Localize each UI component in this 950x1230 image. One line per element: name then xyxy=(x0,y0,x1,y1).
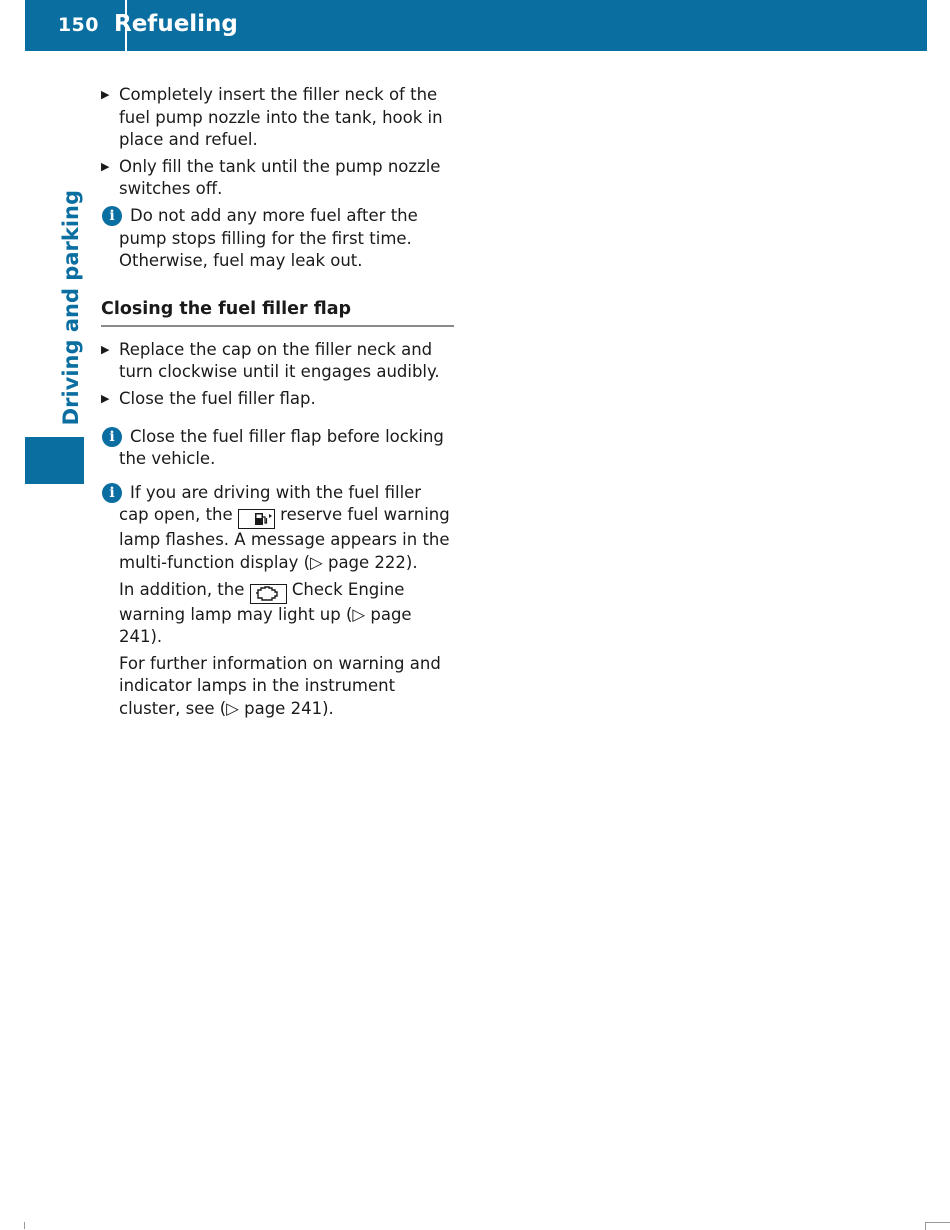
info-note xyxy=(101,482,454,721)
step-text: Only fill the tank until the pump nozzle switches off. xyxy=(119,156,441,199)
note-text: For further information on warning and indicator lamps in the instrument cluster, see (▷ page 241). xyxy=(119,653,441,718)
note-text: In addition, the xyxy=(119,579,245,599)
fuel-pump-icon xyxy=(238,509,275,529)
page-header xyxy=(25,0,927,51)
info-note xyxy=(101,205,454,273)
note-text: Close the fuel filler flap before locking the vehicle. xyxy=(119,426,444,469)
instruction-step xyxy=(101,84,454,152)
note-text: Do not add any more fuel after the pump stops filling for the first time. Otherwise, fuel may leak out. xyxy=(119,205,418,271)
section-side-tab xyxy=(25,437,84,484)
step-arrow-icon: ▶ xyxy=(101,391,110,405)
note-text: Check Engine warning lamp may light up (▷ page 241). xyxy=(119,579,412,647)
note-text: If you are driving with the fuel filler cap open, the xyxy=(119,482,422,525)
step-arrow-icon: ▶ xyxy=(101,342,110,356)
step-text: Replace the cap on the filler neck and turn clockwise until it engages audibly. xyxy=(119,339,440,382)
note-text: reserve fuel warning lamp flashes. A message appears in the multi-function display (▷ page 222). xyxy=(119,505,450,572)
page-number: 150 xyxy=(57,14,99,36)
side-label-text: Driving and parking xyxy=(59,190,83,426)
section-heading: Closing the fuel filler flap xyxy=(101,297,454,327)
check-engine-icon xyxy=(250,584,287,604)
info-icon: i xyxy=(102,427,122,447)
step-arrow-icon: ▶ xyxy=(101,159,110,173)
step-text: Completely insert the filler neck of the fuel pump nozzle into the tank, hook in place and refuel. xyxy=(119,85,443,150)
info-icon: i xyxy=(102,206,122,226)
instruction-step xyxy=(101,388,454,411)
page-title: Refueling xyxy=(114,11,238,37)
crop-mark xyxy=(24,1222,33,1229)
info-note xyxy=(101,426,454,471)
instruction-step xyxy=(101,156,454,201)
instruction-step xyxy=(101,339,454,384)
note-paragraph xyxy=(119,579,454,649)
info-icon: i xyxy=(102,483,122,503)
main-content xyxy=(101,84,454,730)
step-arrow-icon: ▶ xyxy=(101,88,110,101)
section-side-label xyxy=(53,190,89,430)
note-paragraph xyxy=(119,482,454,575)
step-text: Close the fuel filler flap. xyxy=(119,388,316,408)
